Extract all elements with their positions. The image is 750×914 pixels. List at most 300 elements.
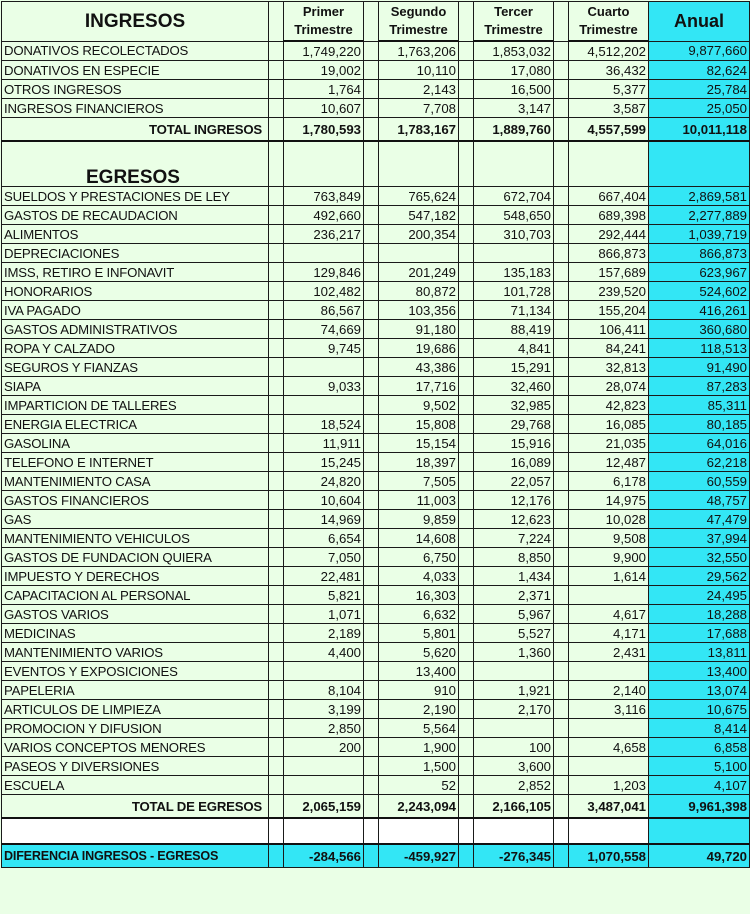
expense-row	[2, 757, 750, 776]
expense-label: MANTENIMIENTO CASA	[2, 472, 269, 491]
spacer-cell	[459, 567, 474, 586]
q2-value: 201,249	[379, 263, 459, 282]
spacer-cell	[459, 358, 474, 377]
q1-value: 1,749,220	[284, 41, 364, 61]
q2-value: 15,154	[379, 434, 459, 453]
q4-value: 667,404	[569, 187, 649, 206]
spacer-cell	[459, 225, 474, 244]
spacer-cell	[554, 118, 569, 142]
q1-value: 5,821	[284, 586, 364, 605]
q4-value: 6,178	[569, 472, 649, 491]
annual-value: 10,675	[649, 700, 750, 719]
q2-value: 765,624	[379, 187, 459, 206]
annual-value: 32,550	[649, 548, 750, 567]
expense-row	[2, 263, 750, 282]
q4-value: 1,070,558	[569, 844, 649, 868]
expense-row	[2, 662, 750, 681]
annual-value: 60,559	[649, 472, 750, 491]
spacer-cell	[269, 377, 284, 396]
expense-row	[2, 681, 750, 700]
spacer-cell	[269, 244, 284, 263]
q1-value: 1,071	[284, 605, 364, 624]
q4-value: 4,171	[569, 624, 649, 643]
spacer-cell	[269, 301, 284, 320]
blank-cell	[569, 141, 649, 187]
q1-value	[284, 757, 364, 776]
spacer-cell	[554, 320, 569, 339]
quarter-header-3: Tercer Trimestre	[474, 2, 554, 42]
spacer-cell	[554, 795, 569, 819]
spacer-cell	[554, 225, 569, 244]
expense-row	[2, 586, 750, 605]
q1-value: 15,245	[284, 453, 364, 472]
income-label: DONATIVOS EN ESPECIE	[2, 61, 269, 80]
spacer-cell	[459, 586, 474, 605]
spacer-cell	[459, 282, 474, 301]
spacer-cell	[269, 434, 284, 453]
spacer-cell	[554, 719, 569, 738]
spacer-cell	[364, 339, 379, 358]
expense-row	[2, 624, 750, 643]
q4-value	[569, 757, 649, 776]
q4-value: 2,431	[569, 643, 649, 662]
q3-value: 16,089	[474, 453, 554, 472]
annual-value: 2,277,889	[649, 206, 750, 225]
q2-value: 2,190	[379, 700, 459, 719]
q3-value: 1,434	[474, 567, 554, 586]
q3-value: 5,527	[474, 624, 554, 643]
expense-label: PASEOS Y DIVERSIONES	[2, 757, 269, 776]
q2-value: 14,608	[379, 529, 459, 548]
annual-value: 4,107	[649, 776, 750, 795]
annual-value: 47,479	[649, 510, 750, 529]
spacer-cell	[269, 586, 284, 605]
spacer-cell	[269, 776, 284, 795]
annual-value: 416,261	[649, 301, 750, 320]
spacer-cell	[554, 491, 569, 510]
q4-value: 689,398	[569, 206, 649, 225]
spacer-cell	[364, 320, 379, 339]
annual-value: 360,680	[649, 320, 750, 339]
q2-value: 910	[379, 681, 459, 700]
spacer-cell	[269, 41, 284, 61]
table-body	[2, 2, 750, 868]
q1-value: 6,654	[284, 529, 364, 548]
annual-value: 13,074	[649, 681, 750, 700]
expense-label: CAPACITACION AL PERSONAL	[2, 586, 269, 605]
q1-value: 10,607	[284, 99, 364, 118]
spacer-cell	[554, 301, 569, 320]
quarter-header-1: Primer Trimestre	[284, 2, 364, 42]
spacer-cell	[269, 510, 284, 529]
spacer-cell	[459, 491, 474, 510]
spacer-cell	[364, 719, 379, 738]
q3-value: 548,650	[474, 206, 554, 225]
spacer-cell	[459, 80, 474, 99]
expense-row	[2, 605, 750, 624]
q3-value: 32,460	[474, 377, 554, 396]
q1-value: 200	[284, 738, 364, 757]
q3-value: 4,841	[474, 339, 554, 358]
blank-cell	[379, 141, 459, 187]
spacer-cell	[269, 415, 284, 434]
q1-value	[284, 776, 364, 795]
q3-value: 22,057	[474, 472, 554, 491]
q3-value: 15,916	[474, 434, 554, 453]
expense-row	[2, 510, 750, 529]
spacer-cell	[459, 434, 474, 453]
spacer-cell	[554, 586, 569, 605]
q4-value: 84,241	[569, 339, 649, 358]
spacer-cell	[554, 396, 569, 415]
blank-cell	[474, 818, 554, 844]
spacer-cell	[459, 681, 474, 700]
q3-value: 71,134	[474, 301, 554, 320]
annual-value: 10,011,118	[649, 118, 750, 142]
spacer-cell	[459, 795, 474, 819]
income-row	[2, 80, 750, 99]
spacer-cell	[459, 263, 474, 282]
quarter-header-2: Segundo Trimestre	[379, 2, 459, 42]
spacer-cell	[554, 529, 569, 548]
blank-cell	[649, 818, 750, 844]
expense-row	[2, 187, 750, 206]
q3-value: 1,889,760	[474, 118, 554, 142]
expense-row	[2, 700, 750, 719]
expense-row	[2, 282, 750, 301]
spacer-cell	[269, 795, 284, 819]
expense-label: GASTOS ADMINISTRATIVOS	[2, 320, 269, 339]
spacer-cell	[554, 757, 569, 776]
q3-value: 29,768	[474, 415, 554, 434]
annual-value: 13,400	[649, 662, 750, 681]
q3-value: 2,852	[474, 776, 554, 795]
spacer-cell	[269, 80, 284, 99]
spacer-cell	[269, 681, 284, 700]
spacer-cell	[459, 738, 474, 757]
spacer-cell	[554, 510, 569, 529]
q4-value: 4,512,202	[569, 41, 649, 61]
q2-value: 5,564	[379, 719, 459, 738]
spacer-cell	[459, 529, 474, 548]
expense-row	[2, 472, 750, 491]
q2-value: 11,003	[379, 491, 459, 510]
expense-label: DEPRECIACIONES	[2, 244, 269, 263]
expense-label: TELEFONO E INTERNET	[2, 453, 269, 472]
spacer-cell	[554, 339, 569, 358]
spacer-cell	[459, 818, 474, 844]
spacer-cell	[459, 700, 474, 719]
spacer-cell	[269, 263, 284, 282]
expense-label: ESCUELA	[2, 776, 269, 795]
q1-value: 9,033	[284, 377, 364, 396]
q4-value: 5,377	[569, 80, 649, 99]
expense-label: MEDICINAS	[2, 624, 269, 643]
q1-value: 19,002	[284, 61, 364, 80]
spacer-cell	[269, 605, 284, 624]
expense-label: GASOLINA	[2, 434, 269, 453]
difference-label: DIFERENCIA INGRESOS - EGRESOS	[2, 844, 269, 868]
q4-value: 21,035	[569, 434, 649, 453]
q2-value: 6,632	[379, 605, 459, 624]
spacer-cell	[459, 339, 474, 358]
expense-row	[2, 548, 750, 567]
q1-value	[284, 244, 364, 263]
expenses-header-row	[2, 141, 750, 187]
annual-value: 2,869,581	[649, 187, 750, 206]
q2-value: 2,143	[379, 80, 459, 99]
total-income-label: TOTAL INGRESOS	[2, 118, 269, 142]
q2-value: 7,708	[379, 99, 459, 118]
spacer-cell	[269, 548, 284, 567]
spacer-cell	[364, 206, 379, 225]
spacer-cell	[364, 453, 379, 472]
q4-value: 3,116	[569, 700, 649, 719]
q3-value: 2,371	[474, 586, 554, 605]
income-row	[2, 99, 750, 118]
spacer-row	[2, 818, 750, 844]
q1-value	[284, 358, 364, 377]
q1-value: 492,660	[284, 206, 364, 225]
expense-label: GASTOS FINANCIEROS	[2, 491, 269, 510]
q4-value: 16,085	[569, 415, 649, 434]
spacer-cell	[554, 605, 569, 624]
blank-cell	[569, 818, 649, 844]
annual-value: 9,961,398	[649, 795, 750, 819]
spacer-cell	[459, 118, 474, 142]
expense-row	[2, 567, 750, 586]
spacer-cell	[269, 141, 284, 187]
spacer-cell	[364, 624, 379, 643]
q4-value: 2,140	[569, 681, 649, 700]
expense-row	[2, 719, 750, 738]
q3-value: 5,967	[474, 605, 554, 624]
spacer-cell	[364, 99, 379, 118]
spacer-cell	[459, 396, 474, 415]
spacer-cell	[554, 662, 569, 681]
spacer-cell	[269, 624, 284, 643]
q2-value: 91,180	[379, 320, 459, 339]
expense-label: ARTICULOS DE LIMPIEZA	[2, 700, 269, 719]
q4-value: 14,975	[569, 491, 649, 510]
expense-row	[2, 225, 750, 244]
expense-row	[2, 244, 750, 263]
q4-value: 239,520	[569, 282, 649, 301]
annual-value: 623,967	[649, 263, 750, 282]
q2-value: 9,502	[379, 396, 459, 415]
spacer-cell	[554, 738, 569, 757]
q2-value: 6,750	[379, 548, 459, 567]
q2-value: 43,386	[379, 358, 459, 377]
spacer-cell	[459, 41, 474, 61]
annual-value: 25,050	[649, 99, 750, 118]
q3-value: 135,183	[474, 263, 554, 282]
spacer-cell	[364, 282, 379, 301]
expense-row	[2, 434, 750, 453]
annual-value: 5,100	[649, 757, 750, 776]
spacer-cell	[459, 757, 474, 776]
spacer-cell	[554, 80, 569, 99]
q3-value: 100	[474, 738, 554, 757]
q4-value: 36,432	[569, 61, 649, 80]
q1-value: 1,764	[284, 80, 364, 99]
expense-label: ALIMENTOS	[2, 225, 269, 244]
q1-value: 236,217	[284, 225, 364, 244]
expense-label: IMSS, RETIRO E INFONAVIT	[2, 263, 269, 282]
spacer-cell	[554, 472, 569, 491]
blank-cell	[2, 818, 269, 844]
q1-value: 1,780,593	[284, 118, 364, 142]
annual-value: 118,513	[649, 339, 750, 358]
spacer-cell	[554, 244, 569, 263]
expense-row	[2, 377, 750, 396]
spacer-cell	[364, 41, 379, 61]
q4-value: 10,028	[569, 510, 649, 529]
spacer-cell	[459, 141, 474, 187]
expense-row	[2, 320, 750, 339]
expense-row	[2, 301, 750, 320]
total-expenses-label: TOTAL DE EGRESOS	[2, 795, 269, 819]
annual-value: 48,757	[649, 491, 750, 510]
spacer-cell	[269, 118, 284, 142]
spacer-cell	[364, 244, 379, 263]
q3-value: 12,623	[474, 510, 554, 529]
q4-value	[569, 719, 649, 738]
spacer-cell	[269, 757, 284, 776]
annual-value: 524,602	[649, 282, 750, 301]
q3-value: 16,500	[474, 80, 554, 99]
spacer-cell	[269, 2, 284, 42]
spacer-cell	[364, 844, 379, 868]
income-label: OTROS INGRESOS	[2, 80, 269, 99]
q4-value: 9,508	[569, 529, 649, 548]
q4-value: 155,204	[569, 301, 649, 320]
total-expenses-row	[2, 795, 750, 819]
spacer-cell	[269, 844, 284, 868]
spacer-cell	[269, 818, 284, 844]
annual-value: 25,784	[649, 80, 750, 99]
q1-value: 3,199	[284, 700, 364, 719]
q3-value: 1,921	[474, 681, 554, 700]
expense-row	[2, 206, 750, 225]
q4-value: 4,617	[569, 605, 649, 624]
q2-value: 10,110	[379, 61, 459, 80]
q4-value	[569, 586, 649, 605]
annual-value: 62,218	[649, 453, 750, 472]
q3-value: 32,985	[474, 396, 554, 415]
expense-label: GASTOS VARIOS	[2, 605, 269, 624]
q2-value: 1,900	[379, 738, 459, 757]
q3-value	[474, 719, 554, 738]
q2-value	[379, 244, 459, 263]
blank-cell	[284, 818, 364, 844]
q3-value: 8,850	[474, 548, 554, 567]
q4-value: 157,689	[569, 263, 649, 282]
spacer-cell	[269, 700, 284, 719]
spacer-cell	[554, 187, 569, 206]
q4-value: 106,411	[569, 320, 649, 339]
q3-value: 17,080	[474, 61, 554, 80]
q1-value	[284, 662, 364, 681]
spacer-cell	[554, 453, 569, 472]
q2-value: 18,397	[379, 453, 459, 472]
annual-value: 18,288	[649, 605, 750, 624]
spacer-cell	[459, 99, 474, 118]
spacer-cell	[364, 776, 379, 795]
spacer-cell	[364, 472, 379, 491]
spacer-cell	[554, 282, 569, 301]
q3-value: 3,147	[474, 99, 554, 118]
q1-value: 7,050	[284, 548, 364, 567]
q3-value: 1,853,032	[474, 41, 554, 61]
q2-value: -459,927	[379, 844, 459, 868]
q2-value: 103,356	[379, 301, 459, 320]
annual-value: 9,877,660	[649, 41, 750, 61]
annual-value: 85,311	[649, 396, 750, 415]
spacer-cell	[364, 491, 379, 510]
blank-cell	[649, 141, 750, 187]
spacer-cell	[554, 415, 569, 434]
annual-value: 49,720	[649, 844, 750, 868]
spacer-cell	[269, 339, 284, 358]
q3-value: 12,176	[474, 491, 554, 510]
spacer-cell	[554, 41, 569, 61]
q2-value: 13,400	[379, 662, 459, 681]
spacer-cell	[459, 510, 474, 529]
annual-value: 64,016	[649, 434, 750, 453]
financial-table	[1, 1, 750, 868]
q1-value: 24,820	[284, 472, 364, 491]
q3-value: 3,600	[474, 757, 554, 776]
q2-value: 1,500	[379, 757, 459, 776]
spacer-cell	[269, 358, 284, 377]
q3-value: 15,291	[474, 358, 554, 377]
q1-value: 2,189	[284, 624, 364, 643]
q1-value: 11,911	[284, 434, 364, 453]
annual-value: 37,994	[649, 529, 750, 548]
annual-header: Anual	[649, 2, 750, 42]
expense-label: PAPELERIA	[2, 681, 269, 700]
spacer-cell	[459, 2, 474, 42]
expense-label: SEGUROS Y FIANZAS	[2, 358, 269, 377]
expense-row	[2, 453, 750, 472]
q2-value: 80,872	[379, 282, 459, 301]
q2-value: 52	[379, 776, 459, 795]
spacer-cell	[269, 738, 284, 757]
total-income-row	[2, 118, 750, 142]
spacer-cell	[364, 605, 379, 624]
expense-label: SIAPA	[2, 377, 269, 396]
q1-value: 9,745	[284, 339, 364, 358]
q1-value: 2,850	[284, 719, 364, 738]
q1-value: 4,400	[284, 643, 364, 662]
q1-value: 129,846	[284, 263, 364, 282]
spacer-cell	[459, 377, 474, 396]
expense-row	[2, 358, 750, 377]
annual-value: 80,185	[649, 415, 750, 434]
spacer-cell	[364, 141, 379, 187]
spacer-cell	[364, 396, 379, 415]
spacer-cell	[554, 624, 569, 643]
spacer-cell	[459, 844, 474, 868]
spacer-cell	[364, 434, 379, 453]
q4-value: 42,823	[569, 396, 649, 415]
annual-value: 91,490	[649, 358, 750, 377]
spacer-cell	[554, 2, 569, 42]
spacer-cell	[364, 358, 379, 377]
q2-value: 17,716	[379, 377, 459, 396]
spacer-cell	[554, 643, 569, 662]
